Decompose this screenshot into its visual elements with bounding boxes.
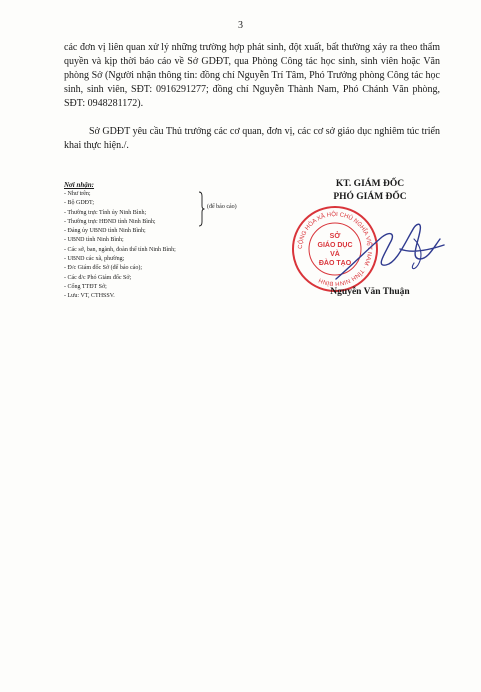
recipient-item: - UBND tỉnh Ninh Bình; (64, 237, 124, 244)
recipient-item: - Đ/c Giám đốc Sở (để báo cáo); (64, 265, 142, 272)
svg-text:CỘNG HÒA XÃ HỘI CHỦ NGHĨA VIỆT: CỘNG HÒA XÃ HỘI CHỦ NGHĨA VIỆT NAM · TỈNH NINH BÌNH (297, 211, 373, 287)
curly-brace-icon (198, 191, 205, 227)
body-paragraph-2: Sở GDĐT yêu cầu Thủ trưởng các cơ quan, đơn vị, các cơ sở giáo dục nghiêm túc triển khai thực hiện./. (64, 126, 440, 151)
signature-title-line1: KT. GIÁM ĐỐC (335, 179, 405, 189)
handwritten-signature (330, 209, 448, 289)
page-number: 3 (238, 20, 243, 31)
recipients-block (64, 180, 304, 302)
recipient-item: - Thường trực HĐND tỉnh Ninh Bình; (64, 218, 156, 225)
svg-text:SỞ: SỞ (329, 233, 341, 240)
signature-block (290, 178, 450, 304)
recipient-item: - Bộ GDĐT; (64, 200, 94, 207)
body-paragraph-1: các đơn vị liên quan xử lý những trường hợp phát sinh, đột xuất, bất thường xảy ra theo thẩm quyền và kịp thời báo cáo về Sở GDĐT, qua Phòng Công tác học sinh, sinh viên hoặc Văn phòng Sở (Người nhận thông tin: đồng chí Nguyễn Trí Tâm, Phó Trưởng phòng Công tác học sinh, sinh viên, SĐT: 0916291277; đồng chí Nguyễn Thành Nam, Phó Chánh Văn phòng, SĐT: 0948281172). (64, 42, 440, 109)
recipient-item: - Như trên; (64, 191, 91, 197)
recipient-item: - Thường trực Tỉnh ủy Ninh Bình; (64, 209, 147, 216)
recipients-list (64, 190, 304, 302)
recipient-item: - Cổng TTĐT Sở; (64, 283, 107, 290)
recipient-item: - Các đ/c Phó Giám đốc Sở; (64, 274, 132, 281)
recipient-item: - Lưu: VT, CTHSSV. (64, 293, 115, 300)
svg-text:GIÁO DỤC: GIÁO DỤC (317, 242, 353, 249)
svg-text:ĐÀO TẠO: ĐÀO TẠO (318, 260, 352, 267)
recipient-item: - Các sở, ban, ngành, đoàn thể tỉnh Ninh Bình; (64, 246, 176, 253)
recipient-item: - Đảng ủy UBND tỉnh Ninh Bình; (64, 228, 146, 235)
signature-title-line2: PHÓ GIÁM ĐỐC (333, 192, 407, 202)
recipient-item: - UBND các xã, phường; (64, 256, 125, 263)
recipients-title: Nơi nhận: (64, 181, 95, 189)
svg-text:VÀ: VÀ (330, 251, 340, 258)
signer-name: Nguyễn Văn Thuận (330, 287, 410, 297)
brace-note: (để báo cáo) (207, 204, 237, 210)
